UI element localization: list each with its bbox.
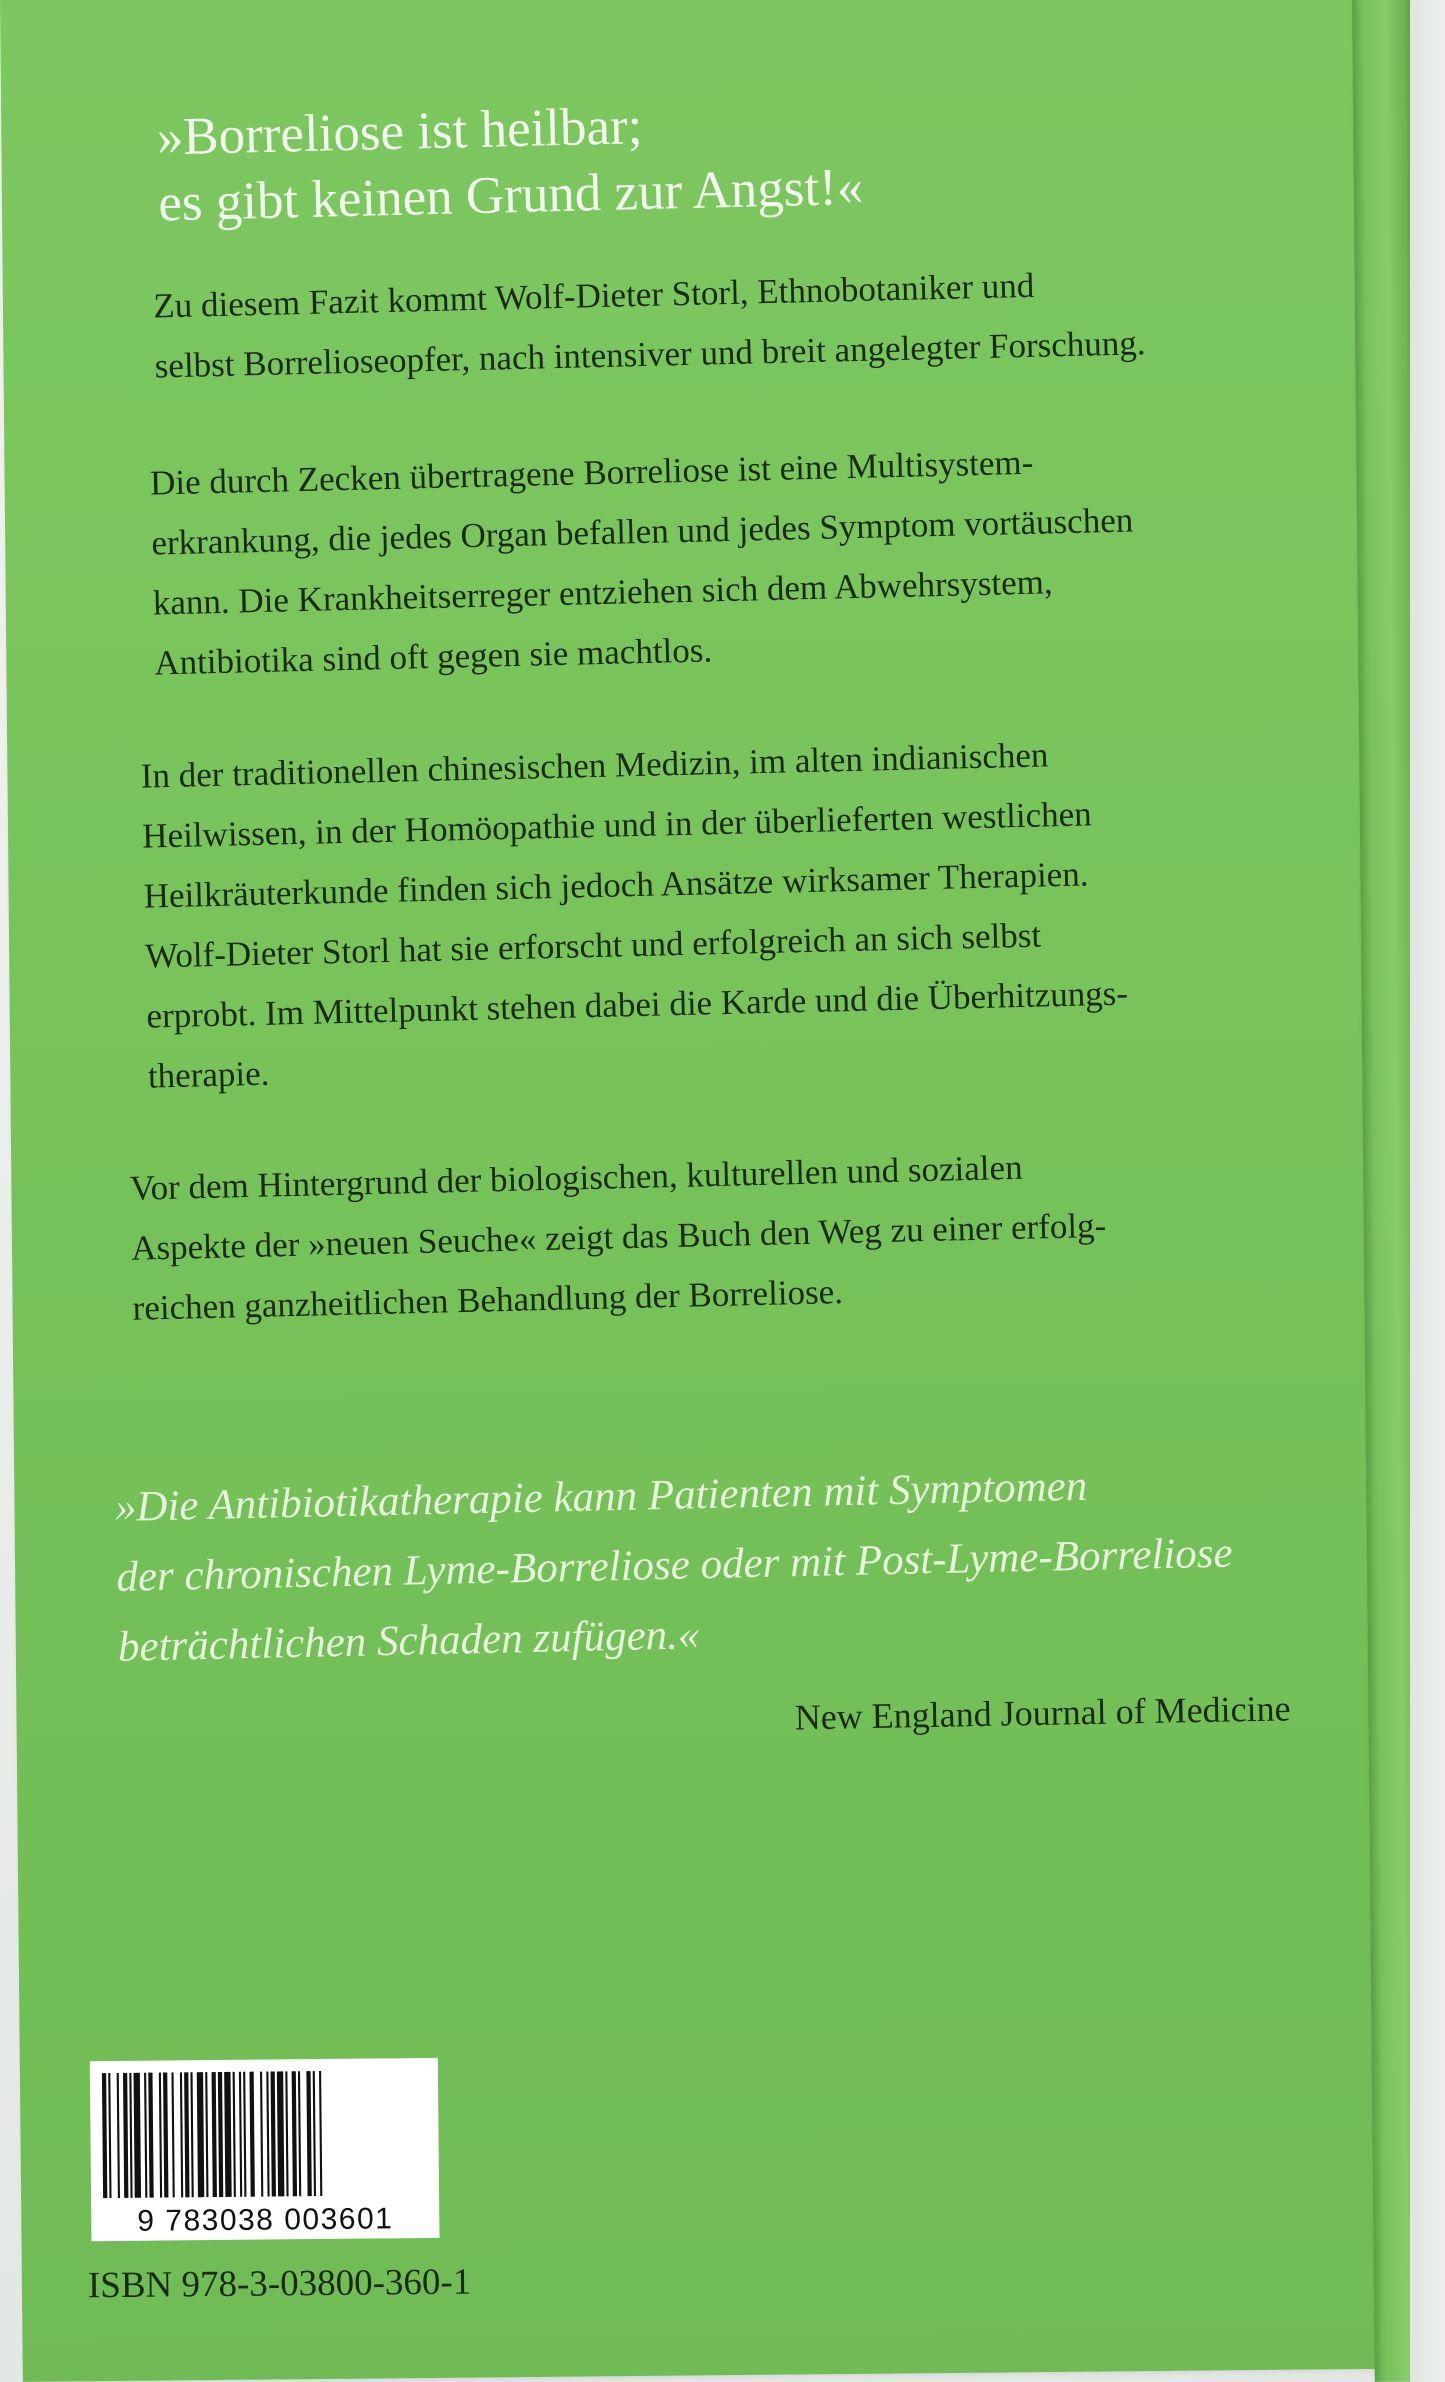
barcode-icon — [90, 2058, 440, 2241]
paragraph-line: erkrankung, die jedes Organ befallen und jedes Symptom vortäuschen — [151, 500, 1134, 563]
barcode-bar — [224, 2072, 232, 2197]
barcode-bar — [266, 2072, 269, 2197]
barcode-bar — [148, 2073, 153, 2198]
paragraph-therapies — [140, 724, 1130, 1107]
barcode-digits: 9 783038 003601 — [137, 2202, 394, 2238]
paragraph-summary — [129, 1136, 1108, 1339]
barcode-bar — [271, 2071, 276, 2196]
barcode-bar — [233, 2072, 236, 2197]
barcode-bar — [285, 2071, 288, 2196]
barcode-bar — [205, 2072, 208, 2197]
barcode-bar — [260, 2072, 263, 2197]
barcode-bar — [277, 2071, 285, 2196]
quote-source: New England Journal of Medicine — [794, 1688, 1291, 1738]
barcode-bar — [144, 2073, 147, 2198]
barcode-bar — [319, 2071, 322, 2196]
barcode-bar — [129, 2073, 132, 2198]
paragraph-line: Heilwissen, in der Homöopathie und in der überlieferten westlichen — [141, 794, 1093, 856]
paragraph-line: Vor dem Hintergrund der biologischen, kulturellen und sozialen — [129, 1147, 1024, 1208]
barcode-bar — [212, 2072, 217, 2197]
headline-line: »Borreliose ist heilbar; — [156, 97, 644, 167]
barcode-bar — [134, 2073, 142, 2198]
paragraph-line: In der traditionellen chinesischen Medizin, im alten indianischen — [140, 735, 1049, 796]
paragraph-line: Die durch Zecken übertragene Borreliose ist eine Multisystem- — [149, 442, 1034, 503]
paragraph-line: erprobt. Im Mittelpunkt stehen dabei die Karde und die Überhitzungs- — [146, 973, 1129, 1036]
quote-line: beträchtlichen Schaden zufügen.« — [117, 1611, 700, 1671]
barcode-bar — [163, 2072, 168, 2197]
paragraph-intro — [153, 253, 1147, 396]
isbn-number: ISBN 978-3-03800-360-1 — [87, 2261, 472, 2307]
barcode-bar — [249, 2072, 254, 2197]
paragraph-line: kann. Die Krankheitserreger entziehen sich dem Abwehrsystem, — [152, 562, 1054, 623]
paragraph-line: Antibiotika sind oft gegen sie machtlos. — [153, 630, 713, 683]
paragraph-line: Aspekte der »neuen Seuche« zeigt das Buch den Weg zu einer erfolg- — [130, 1205, 1107, 1268]
quote-line: der chronischen Lyme-Borreliose oder mit Post-Lyme-Borreliose — [115, 1529, 1234, 1601]
barcode-bar — [108, 2073, 111, 2198]
headline-quote — [156, 88, 864, 237]
barcode-bar — [197, 2072, 205, 2197]
paragraph-disease — [149, 430, 1136, 693]
barcode-bar — [243, 2072, 246, 2197]
paragraph-line: reichen ganzheitlichen Behandlung der Borreliose. — [132, 1272, 844, 1328]
background-surface — [1410, 0, 1445, 2382]
paragraph-line: Zu diesem Fazit kommt Wolf-Dieter Storl, Ethnobotaniker und — [152, 265, 1035, 326]
barcode-bar — [123, 2073, 128, 2198]
barcode-bar — [180, 2072, 183, 2197]
paragraph-line: selbst Borrelioseopfer, nach intensiver und breit angelegter Forschung. — [154, 323, 1146, 386]
barcode-bar — [239, 2072, 242, 2197]
barcode-bar — [292, 2071, 297, 2196]
paragraph-line: Heilkräuterkunde finden sich jedoch Ansätze wirksamer Therapien. — [143, 854, 1089, 916]
barcode-bar — [171, 2072, 174, 2197]
journal-quote — [114, 1449, 1235, 1683]
barcode-bar — [102, 2073, 107, 2198]
barcode-bar — [184, 2072, 189, 2197]
barcode-bar — [313, 2071, 316, 2196]
paragraph-line: therapie. — [147, 1053, 270, 1096]
barcode-bar — [306, 2071, 311, 2196]
barcode-bar — [298, 2071, 301, 2196]
quote-line: »Die Antibiotikatherapie kann Patienten mit Symptomen — [114, 1462, 1088, 1531]
barcode — [90, 2058, 440, 2241]
headline-line: es gibt keinen Grund zur Angst!« — [157, 157, 864, 233]
paragraph-line: Wolf-Dieter Storl hat sie erforscht und erfolgreich an sich selbst — [144, 915, 1042, 976]
barcode-bar — [218, 2072, 223, 2197]
barcode-bar — [190, 2072, 193, 2197]
barcode-bar — [159, 2073, 162, 2198]
barcode-bar — [117, 2073, 120, 2198]
